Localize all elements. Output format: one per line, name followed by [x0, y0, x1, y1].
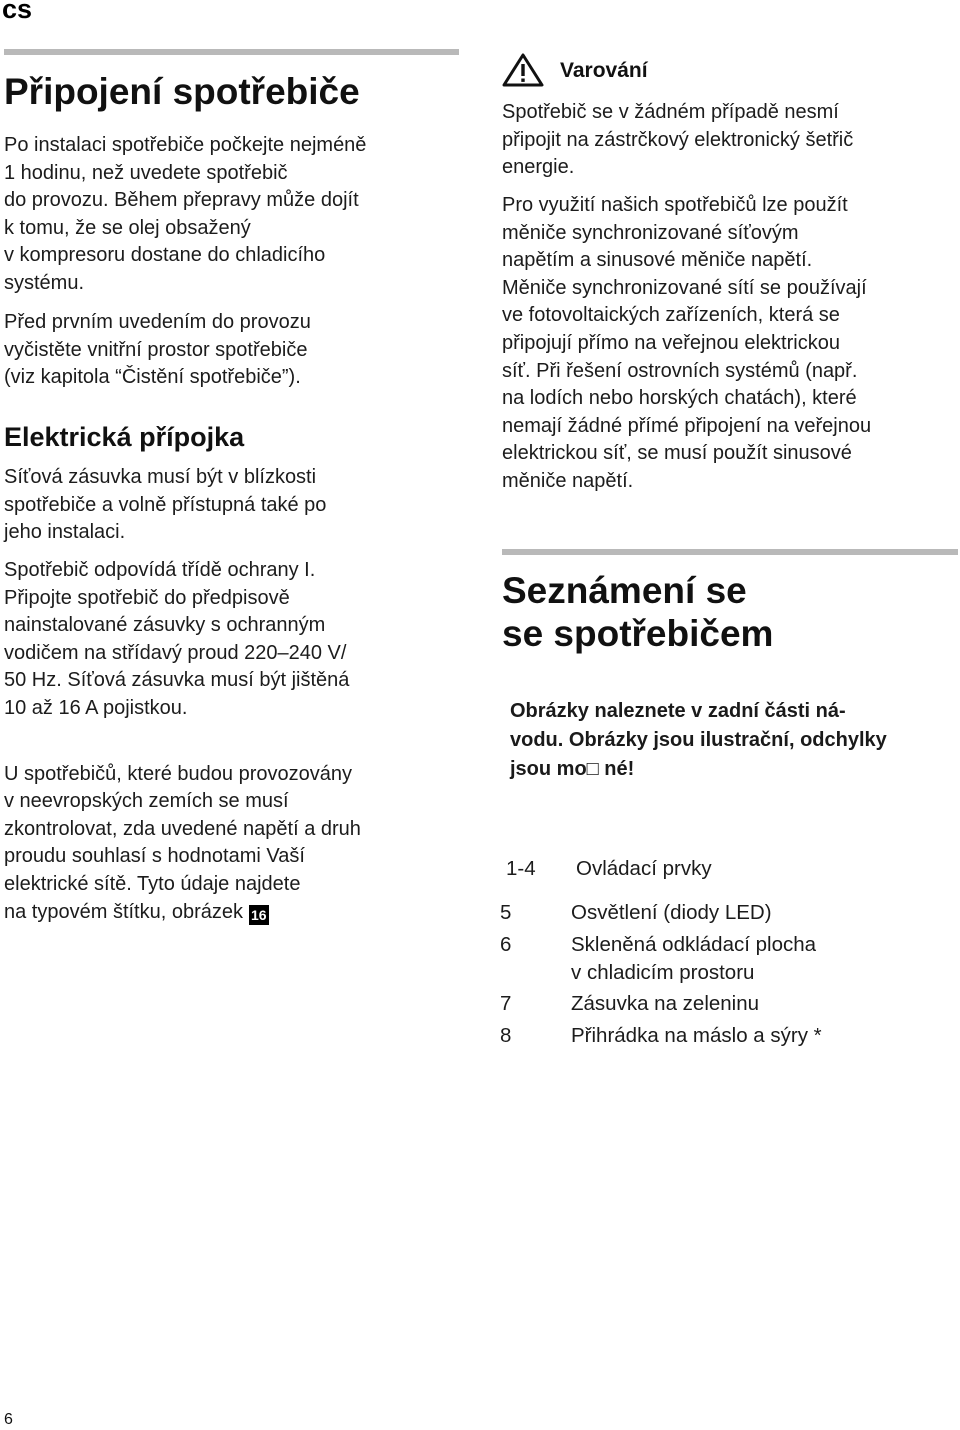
legend-number: 7 — [500, 992, 512, 1015]
warning-header — [502, 53, 922, 87]
legend-label: Skleněná odkládací plocha v chladicím prostoru — [571, 933, 817, 984]
subsection-title-electric: Elektrická přípojka — [4, 422, 245, 452]
section-title-connection: Připojení spotřebiče — [4, 71, 360, 112]
figures-note: Obrázky naleznete v zadní části ná- vodu. Obrázky jsou ilustrační, odchylky jsou mo□ né! — [510, 700, 887, 780]
section-rule-left — [4, 49, 459, 55]
legend-label: Zásuvka na zeleninu — [571, 992, 760, 1015]
figure-reference-badge: 16 — [251, 906, 267, 923]
warning-triangle-icon — [502, 53, 544, 87]
electric-paragraph-1: Síťová zásuvka musí být v blízkosti spotřebiče a volně přístupná také po jeho instalaci. — [4, 466, 327, 544]
section-title-line-2: se spotřebičem — [502, 613, 774, 654]
legend-number: 1-4 — [506, 857, 536, 880]
legend-label: Osvětlení (diody LED) — [571, 901, 772, 924]
legend-label: Přihrádka na máslo a sýry * — [571, 1024, 822, 1047]
warning-title: Varování — [560, 59, 648, 82]
electric-paragraph-2: Spotřebič odpovídá třídě ochrany I. Připojte spotřebič do předpisově nainstalované zásuvky s ochranným vodičem na střídavý proud 220–240 V/ 50 Hz. Síťová zásuvka musí být jištěná 10 až 16 A pojistkou. — [4, 559, 350, 719]
legend-number: 8 — [500, 1024, 512, 1047]
warning-paragraph-2: Pro využití našich spotřebičů lze použít měniče synchronizované síťovým napětím a sinusové měniče napětí. Měniče synchronizované sítí se používají ve fotovoltaických zařízeních, která se připojují přímo na veřejnou elektrickou síť. Při řešení ostrovních systémů (např. na lodích nebo horských chatách), které nemají žádné přímé připojení na veřejnou elektrickou síť, se musí použít sinusové měniče napětí. — [502, 194, 872, 492]
section-title-line-1: Seznámení se — [502, 570, 747, 611]
legend-item — [500, 990, 940, 1018]
legend-number: 6 — [500, 933, 512, 956]
section-rule-right — [502, 549, 958, 555]
legend-item — [502, 855, 942, 883]
legend-item — [500, 931, 940, 987]
legend-number: 5 — [500, 901, 512, 924]
language-code: cs — [2, 0, 33, 24]
legend-item — [500, 899, 940, 927]
page-number: 6 — [4, 1411, 13, 1428]
legend-item — [500, 1022, 940, 1050]
intro-paragraph-2: Před prvním uvedením do provozu vyčistěte vnitřní prostor spotřebiče (viz kapitola “Čistění spotřebiče”). — [4, 311, 311, 389]
intro-paragraph-1: Po instalaci spotřebiče počkejte nejméně 1 hodinu, než uvedete spotřebič do provozu. Během přepravy může dojít k tomu, že se olej obsažený v kompresoru dostane do chladicího systému. — [4, 134, 367, 294]
legend-label: Ovládací prvky — [576, 857, 712, 880]
electric-paragraph-3-text: U spotřebičů, které budou provozovány v neevropských zemích se musí zkontrolovat, zda uvedené napětí a druh proudu souhlasí s hodnotami Vaší elektrické sítě. Tyto údaje najdete na typovém štítku, obrázek — [4, 762, 361, 923]
warning-paragraph-1: Spotřebič se v žádném případě nesmí připojit na zástrčkový elektronický šetřič energie. — [502, 101, 854, 179]
electric-paragraph-3 — [4, 733, 459, 926]
